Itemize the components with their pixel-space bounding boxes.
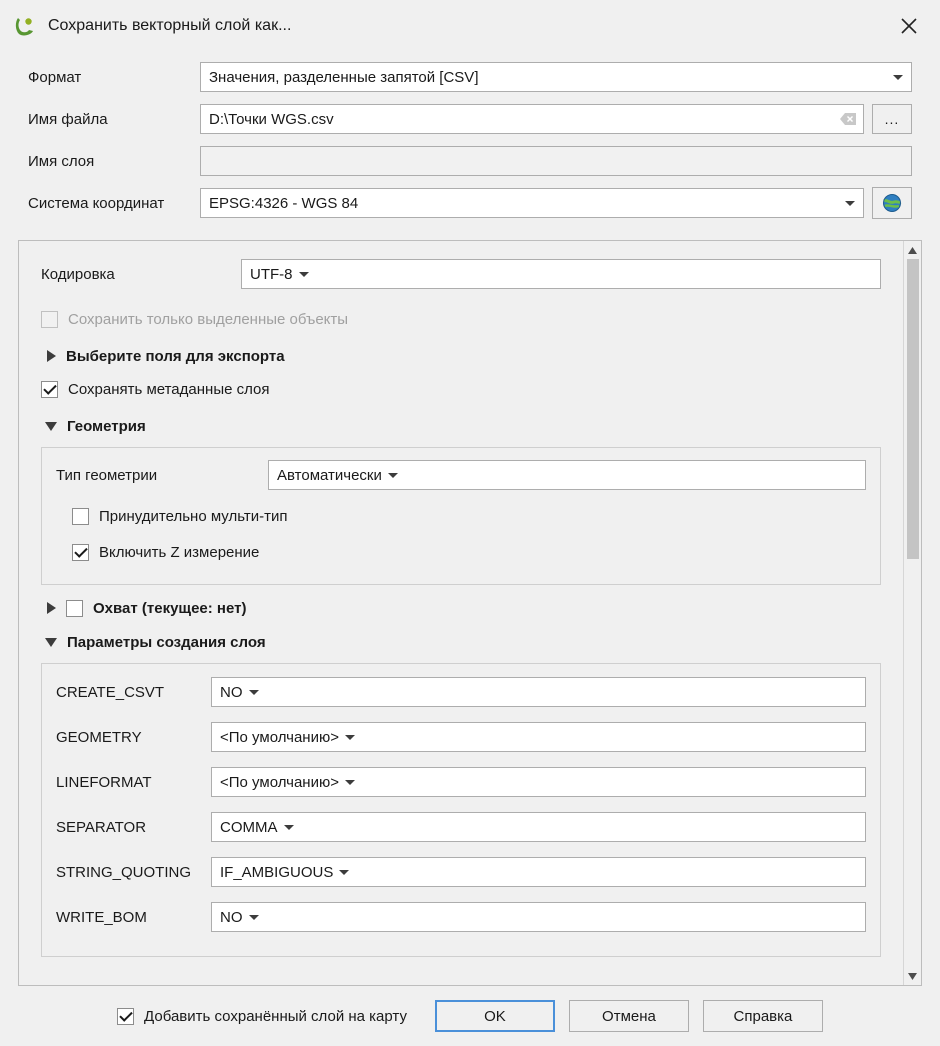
param-name: GEOMETRY: [56, 728, 142, 746]
param-name: LINEFORMAT: [56, 773, 152, 791]
param-name: SEPARATOR: [56, 818, 147, 836]
add-to-map-row[interactable]: [117, 1008, 407, 1025]
chevron-down-icon: [249, 690, 259, 695]
help-button[interactable]: Справка: [703, 1000, 823, 1032]
scroll-up-button[interactable]: [904, 241, 922, 259]
force-multi-row[interactable]: [72, 500, 866, 532]
param-select[interactable]: [211, 722, 866, 752]
save-selected-only-checkbox[interactable]: [41, 311, 58, 328]
browse-file-button[interactable]: ...: [872, 104, 912, 134]
filename-value: D:\Точки WGS.csv: [209, 110, 334, 128]
chevron-down-icon: [893, 75, 903, 80]
chevron-down-icon: [345, 735, 355, 740]
geometry-type-row: [56, 458, 866, 492]
layername-input[interactable]: [200, 146, 912, 176]
layername-label: Имя слоя: [28, 152, 95, 170]
geometry-section[interactable]: [41, 409, 881, 443]
geometry-group: [41, 447, 881, 585]
add-to-map-label: Добавить сохранённый слой на карту: [144, 1007, 407, 1025]
clear-icon[interactable]: [839, 111, 857, 127]
select-fields-section[interactable]: [41, 339, 881, 373]
param-select[interactable]: [211, 767, 866, 797]
table-row: [56, 899, 866, 935]
format-value: Значения, разделенные запятой [CSV]: [209, 68, 479, 86]
scroll-down-button[interactable]: [904, 967, 922, 985]
chevron-down-icon: [345, 780, 355, 785]
param-value: NO: [220, 683, 243, 701]
layer-options-group: [41, 663, 881, 957]
save-metadata-checkbox[interactable]: [41, 381, 58, 398]
encoding-select[interactable]: [241, 259, 881, 289]
layer-options-section[interactable]: [41, 625, 881, 659]
geometry-type-label: Тип геометрии: [56, 466, 158, 484]
chevron-down-icon: [284, 825, 294, 830]
param-value: <По умолчанию>: [220, 728, 339, 746]
param-value: <По умолчанию>: [220, 773, 339, 791]
extent-label: Охват (текущее: нет): [93, 599, 247, 617]
crs-value: EPSG:4326 - WGS 84: [209, 194, 359, 212]
geometry-type-value: Автоматически: [277, 466, 382, 484]
chevron-down-icon: [339, 870, 349, 875]
param-select[interactable]: [211, 902, 866, 932]
crs-select[interactable]: [200, 188, 864, 218]
filename-input[interactable]: [200, 104, 864, 134]
cancel-button[interactable]: Отмена: [569, 1000, 689, 1032]
filename-label: Имя файла: [28, 110, 108, 128]
include-z-checkbox[interactable]: [72, 544, 89, 561]
geometry-section-label: Геометрия: [67, 417, 146, 435]
chevron-down-icon: [45, 422, 57, 431]
format-select[interactable]: [200, 62, 912, 92]
param-value: COMMA: [220, 818, 278, 836]
param-name: CREATE_CSVT: [56, 683, 165, 701]
param-select[interactable]: [211, 857, 866, 887]
param-value: NO: [220, 908, 243, 926]
force-multi-label: Принудительно мульти-тип: [99, 507, 288, 525]
geometry-type-select[interactable]: [268, 460, 866, 490]
format-row: [28, 58, 912, 96]
extent-checkbox[interactable]: [66, 600, 83, 617]
param-name: STRING_QUOTING: [56, 863, 192, 881]
add-to-map-checkbox[interactable]: [117, 1008, 134, 1025]
extent-section[interactable]: [41, 591, 881, 625]
ok-button[interactable]: OK: [435, 1000, 555, 1032]
param-select[interactable]: [211, 812, 866, 842]
save-metadata-label: Сохранять метаданные слоя: [68, 380, 270, 398]
save-selected-only-label: Сохранить только выделенные объекты: [68, 310, 349, 328]
title-bar: [0, 0, 940, 52]
close-icon[interactable]: [894, 11, 924, 41]
table-row: [56, 764, 866, 800]
format-label: Формат: [28, 68, 82, 86]
scrollbar-track[interactable]: [904, 259, 922, 967]
chevron-down-icon: [249, 915, 259, 920]
encoding-row: [41, 257, 881, 291]
chevron-down-icon: [845, 201, 855, 206]
encoding-value: UTF-8: [250, 265, 293, 283]
table-row: [56, 719, 866, 755]
select-crs-button[interactable]: [872, 187, 912, 219]
table-row: [56, 809, 866, 845]
encoding-label: Кодировка: [41, 265, 115, 283]
save-metadata-row[interactable]: [41, 373, 881, 405]
chevron-down-icon: [45, 638, 57, 647]
globe-icon: [881, 192, 903, 214]
param-name: WRITE_BOM: [56, 908, 147, 926]
force-multi-checkbox[interactable]: [72, 508, 89, 525]
select-fields-label: Выберите поля для экспорта: [66, 347, 285, 365]
options-scroll-area: [18, 240, 922, 986]
filename-row: [28, 100, 912, 138]
include-z-label: Включить Z измерение: [99, 543, 260, 561]
crs-label: Система координат: [28, 194, 165, 212]
options-panel: [19, 241, 903, 985]
chevron-right-icon: [47, 350, 56, 362]
table-row: [56, 674, 866, 710]
qgis-logo-icon: [14, 15, 36, 37]
chevron-down-icon: [299, 272, 309, 277]
chevron-right-icon: [47, 602, 56, 614]
table-row: [56, 854, 866, 890]
param-value: IF_AMBIGUOUS: [220, 863, 334, 881]
vertical-scrollbar[interactable]: [903, 241, 921, 985]
param-select[interactable]: [211, 677, 866, 707]
crs-row: [28, 184, 912, 222]
window-title: Сохранить векторный слой как...: [48, 17, 292, 34]
layer-options-label: Параметры создания слоя: [67, 633, 266, 651]
output-settings-form: [0, 52, 940, 230]
dialog-footer: [0, 986, 940, 1046]
scrollbar-thumb[interactable]: [907, 259, 919, 559]
include-z-row[interactable]: [72, 536, 866, 568]
layername-row: [28, 142, 912, 180]
save-selected-only-row[interactable]: [41, 303, 881, 335]
chevron-down-icon: [388, 473, 398, 478]
